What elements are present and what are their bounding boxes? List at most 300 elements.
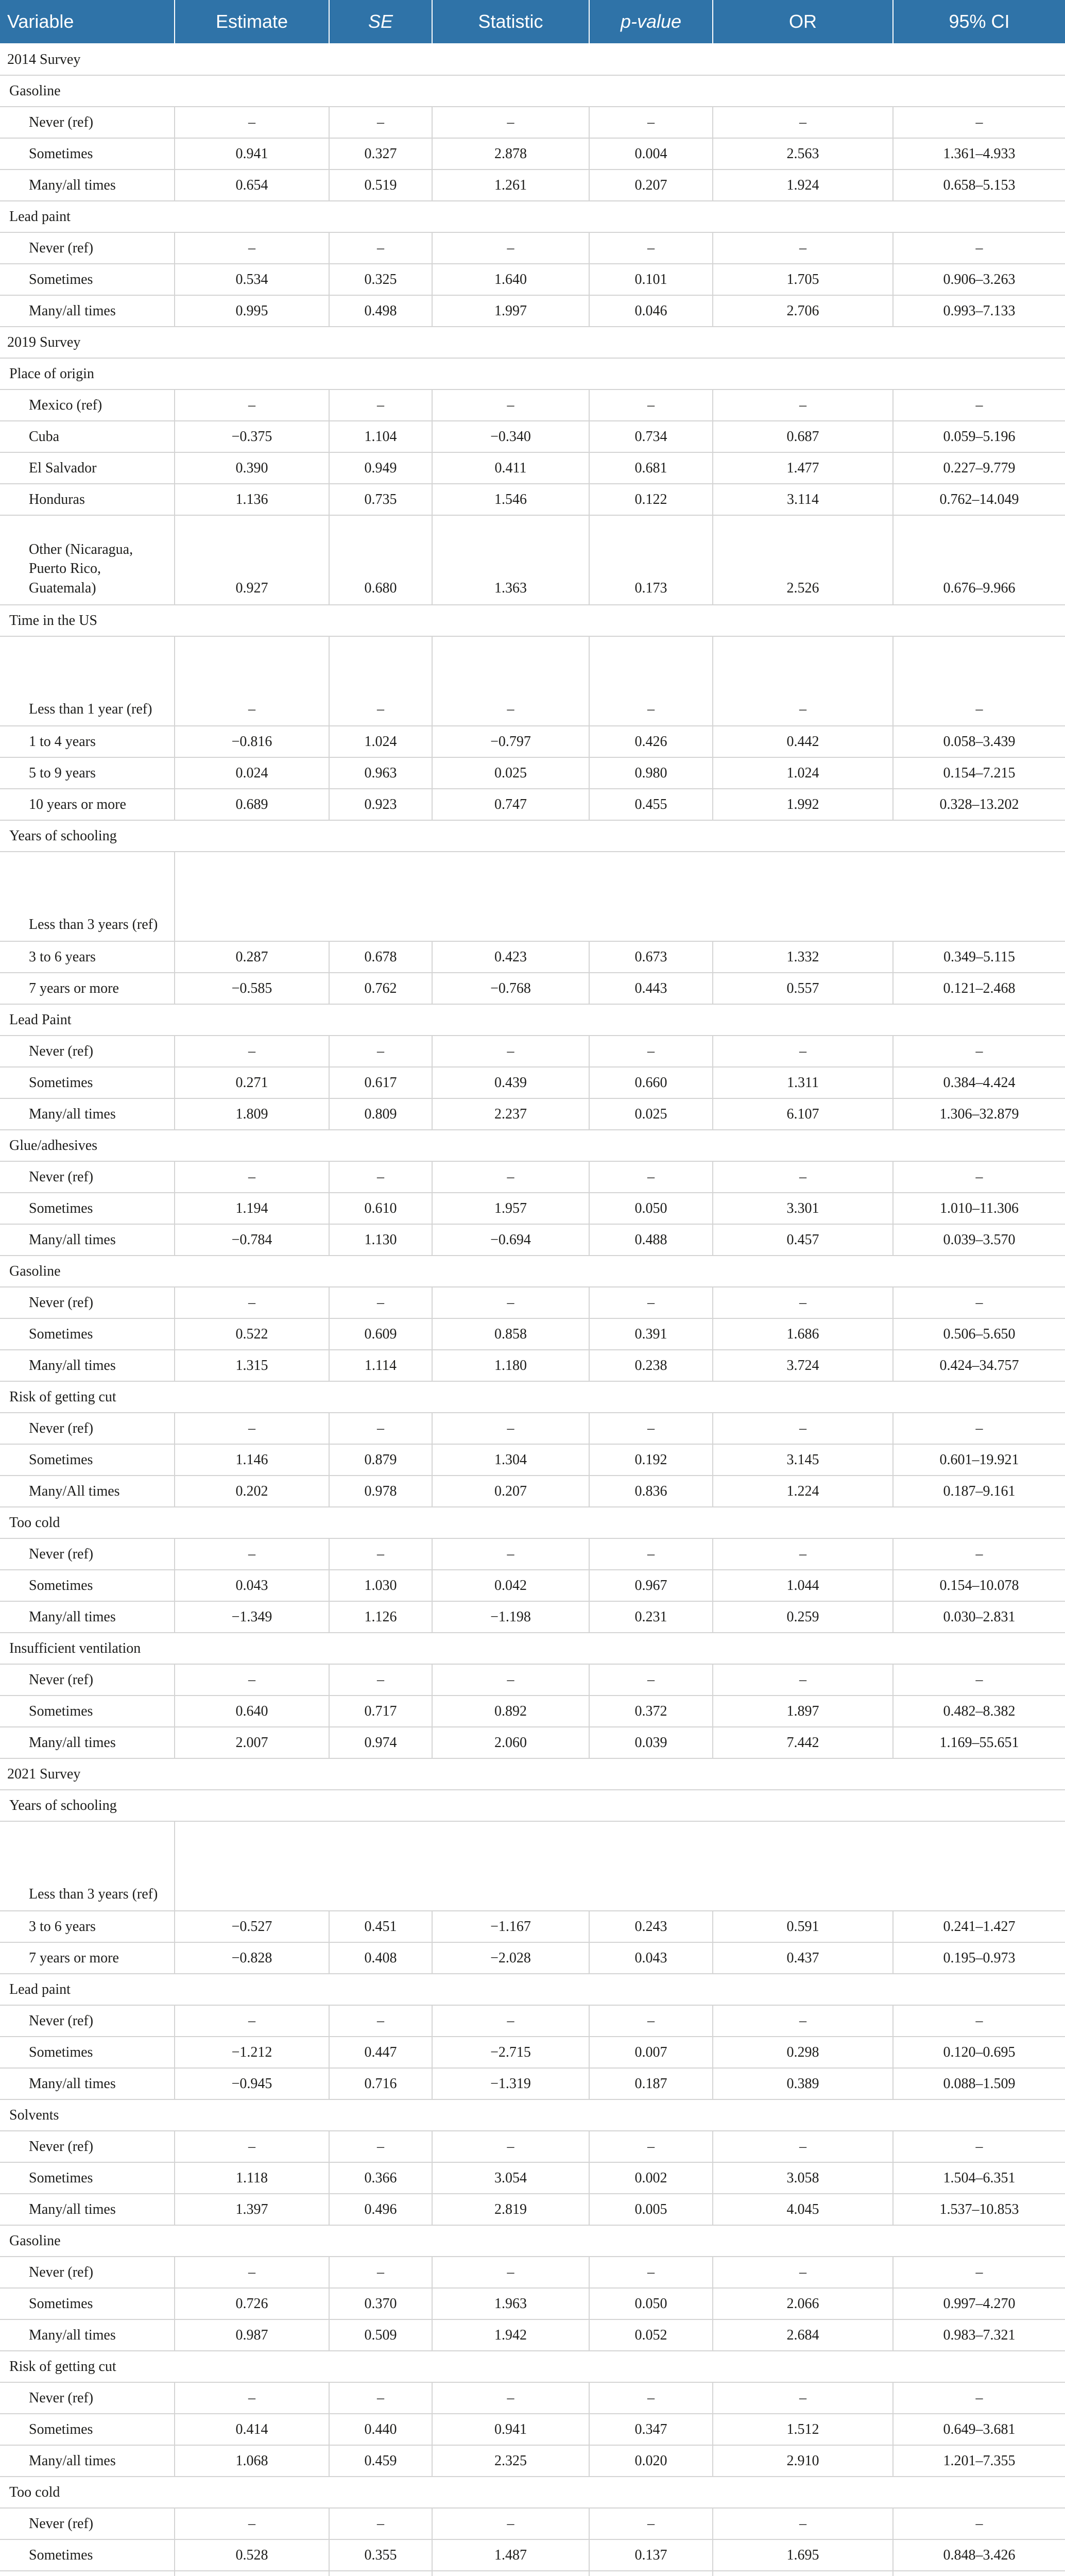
variable-cell: 5 to 9 years xyxy=(0,757,175,789)
variable-cell: Cuba xyxy=(0,421,175,452)
estimate-cell: −0.375 xyxy=(175,421,329,452)
or-cell: – xyxy=(713,2257,893,2288)
p-value-cell: 0.238 xyxy=(589,1350,713,1381)
variable-cell: Sometimes xyxy=(0,2414,175,2445)
statistic-cell: – xyxy=(432,1413,589,1444)
ci-cell xyxy=(893,2571,1065,2576)
or-cell: 1.924 xyxy=(713,170,893,201)
p-value-cell: 0.231 xyxy=(589,1601,713,1633)
variable-group-label: Risk of getting cut xyxy=(0,2351,1065,2382)
or-cell: – xyxy=(713,232,893,264)
p-value-cell: 0.046 xyxy=(589,295,713,327)
header-se: SE xyxy=(329,0,432,44)
se-cell: – xyxy=(329,2257,432,2288)
variable-cell: Sometimes xyxy=(0,2539,175,2571)
se-cell: 0.327 xyxy=(329,138,432,170)
ci-cell: – xyxy=(893,107,1065,138)
variable-cell: 3 to 6 years xyxy=(0,941,175,973)
variable-cell: Sometimes xyxy=(0,1696,175,1727)
estimate-cell: 1.068 xyxy=(175,2445,329,2477)
or-cell: 1.992 xyxy=(713,789,893,820)
variable-cell: Never (ref) xyxy=(0,1538,175,1570)
statistic-cell: – xyxy=(432,2257,589,2288)
p-value-cell: – xyxy=(589,107,713,138)
p-value-cell: 0.050 xyxy=(589,1193,713,1224)
se-cell: – xyxy=(329,2508,432,2539)
table-row xyxy=(0,636,1065,726)
se-cell: 0.717 xyxy=(329,1696,432,1727)
p-value-cell: 0.980 xyxy=(589,757,713,789)
or-cell: 3.058 xyxy=(713,2162,893,2194)
table-row xyxy=(0,421,1065,452)
estimate-cell: 0.941 xyxy=(175,138,329,170)
variable-group-row xyxy=(0,820,1065,852)
survey-section-label: 2019 Survey xyxy=(0,327,1065,358)
variable-group-label: Years of schooling xyxy=(0,1790,1065,1821)
se-cell: 1.030 xyxy=(329,1570,432,1601)
table-row xyxy=(0,1413,1065,1444)
estimate-cell: 1.315 xyxy=(175,1350,329,1381)
variable-cell: Sometimes xyxy=(0,1570,175,1601)
p-value-cell: 0.681 xyxy=(589,452,713,484)
p-value-cell: 0.673 xyxy=(589,941,713,973)
ci-cell: 0.658–5.153 xyxy=(893,170,1065,201)
or-cell: – xyxy=(713,389,893,421)
statistic-cell: 0.892 xyxy=(432,1696,589,1727)
estimate-cell: 0.271 xyxy=(175,1067,329,1098)
ci-cell: 0.384–4.424 xyxy=(893,1067,1065,1098)
variable-cell: Sometimes xyxy=(0,2288,175,2319)
variable-cell: Sometimes xyxy=(0,138,175,170)
variable-cell: Never (ref) xyxy=(0,2257,175,2288)
variable-group-label: Insufficient ventilation xyxy=(0,1633,1065,1664)
table-row xyxy=(0,1601,1065,1633)
variable-cell: Never (ref) xyxy=(0,1413,175,1444)
empty-cell xyxy=(175,852,1065,941)
p-value-cell: 0.173 xyxy=(589,515,713,605)
or-cell: 1.311 xyxy=(713,1067,893,1098)
statistic-cell: −0.340 xyxy=(432,421,589,452)
variable-cell: Never (ref) xyxy=(0,1287,175,1318)
estimate-cell: – xyxy=(175,2005,329,2037)
se-cell: 0.447 xyxy=(329,2037,432,2068)
statistic-cell: 0.025 xyxy=(432,757,589,789)
ci-cell: 0.848–3.426 xyxy=(893,2539,1065,2571)
estimate-cell: 0.024 xyxy=(175,757,329,789)
variable-cell: Many/all times xyxy=(0,1350,175,1381)
ci-cell: 1.504–6.351 xyxy=(893,2162,1065,2194)
se-cell: 0.366 xyxy=(329,2162,432,2194)
variable-cell: Never (ref) xyxy=(0,1664,175,1696)
statistic-cell: 0.423 xyxy=(432,941,589,973)
or-cell: – xyxy=(713,1287,893,1318)
se-cell: 0.762 xyxy=(329,973,432,1004)
estimate-cell: −0.828 xyxy=(175,1942,329,1974)
or-cell: 1.332 xyxy=(713,941,893,973)
statistic-cell: – xyxy=(432,2508,589,2539)
se-cell: – xyxy=(329,2005,432,2037)
variable-group-label: Time in the US xyxy=(0,605,1065,636)
variable-group-row xyxy=(0,2225,1065,2257)
p-value-cell: – xyxy=(589,389,713,421)
table-row xyxy=(0,1287,1065,1318)
or-cell: – xyxy=(713,1036,893,1067)
ci-cell: – xyxy=(893,2382,1065,2414)
estimate-cell: 0.927 xyxy=(175,515,329,605)
table-row xyxy=(0,1821,1065,1911)
variable-group-label: Place of origin xyxy=(0,358,1065,389)
table-row xyxy=(0,2288,1065,2319)
or-cell: 2.066 xyxy=(713,2288,893,2319)
se-cell: – xyxy=(329,1413,432,1444)
p-value-cell: 0.207 xyxy=(589,170,713,201)
ci-cell: 0.676–9.966 xyxy=(893,515,1065,605)
estimate-cell: – xyxy=(175,1036,329,1067)
ci-cell: 1.201–7.355 xyxy=(893,2445,1065,2477)
ci-cell: 0.506–5.650 xyxy=(893,1318,1065,1350)
se-cell: – xyxy=(329,1664,432,1696)
p-value-cell: 0.660 xyxy=(589,1067,713,1098)
table-row xyxy=(0,726,1065,757)
p-value-cell: – xyxy=(589,2005,713,2037)
or-cell xyxy=(713,2571,893,2576)
variable-group-label: Glue/adhesives xyxy=(0,1130,1065,1161)
or-cell: 1.695 xyxy=(713,2539,893,2571)
se-cell: 0.879 xyxy=(329,1444,432,1476)
ci-cell: – xyxy=(893,232,1065,264)
table-row xyxy=(0,1942,1065,1974)
p-value-cell: 0.187 xyxy=(589,2068,713,2099)
variable-cell: Never (ref) xyxy=(0,1036,175,1067)
table-row xyxy=(0,1161,1065,1193)
p-value-cell: 0.734 xyxy=(589,421,713,452)
variable-group-label: Years of schooling xyxy=(0,820,1065,852)
variable-cell: Other (Nicaragua, Puerto Rico, Guatemala) xyxy=(0,515,175,605)
variable-cell: Never (ref) xyxy=(0,107,175,138)
statistic-cell: 0.042 xyxy=(432,1570,589,1601)
variable-cell: Many/All times xyxy=(0,1476,175,1507)
statistic-cell: −1.319 xyxy=(432,2068,589,2099)
ci-cell: 1.306–32.879 xyxy=(893,1098,1065,1130)
estimate-cell: 2.007 xyxy=(175,1727,329,1758)
estimate-cell: 0.654 xyxy=(175,170,329,201)
statistic-cell: – xyxy=(432,389,589,421)
ci-cell: – xyxy=(893,2131,1065,2162)
estimate-cell: – xyxy=(175,2508,329,2539)
header-statistic: Statistic xyxy=(432,0,589,44)
variable-group-label: Too cold xyxy=(0,1507,1065,1538)
estimate-cell: – xyxy=(175,2131,329,2162)
p-value-cell: 0.488 xyxy=(589,1224,713,1256)
variable-cell: Never (ref) xyxy=(0,2005,175,2037)
variable-cell: 7 years or more xyxy=(0,1942,175,1974)
variable-group-label: Gasoline xyxy=(0,75,1065,107)
table-body xyxy=(0,44,1065,2576)
p-value-cell: 0.050 xyxy=(589,2288,713,2319)
or-cell: 4.045 xyxy=(713,2194,893,2225)
ci-cell: 1.010–11.306 xyxy=(893,1193,1065,1224)
table-row xyxy=(0,389,1065,421)
ci-cell: 0.482–8.382 xyxy=(893,1696,1065,1727)
or-cell: 0.259 xyxy=(713,1601,893,1633)
or-cell: 1.044 xyxy=(713,1570,893,1601)
statistic-cell: 1.180 xyxy=(432,1350,589,1381)
statistic-cell: 0.858 xyxy=(432,1318,589,1350)
table-row xyxy=(0,941,1065,973)
table-row xyxy=(0,170,1065,201)
ci-cell: 0.762–14.049 xyxy=(893,484,1065,515)
estimate-cell: – xyxy=(175,389,329,421)
estimate-cell: – xyxy=(175,2382,329,2414)
statistic-cell: – xyxy=(432,1287,589,1318)
ci-cell: – xyxy=(893,389,1065,421)
se-cell: – xyxy=(329,1538,432,1570)
variable-cell: Never (ref) xyxy=(0,2382,175,2414)
table-row xyxy=(0,973,1065,1004)
table-row xyxy=(0,2194,1065,2225)
ci-cell: – xyxy=(893,1161,1065,1193)
table-row xyxy=(0,295,1065,327)
table-row xyxy=(0,107,1065,138)
p-value-cell: 0.101 xyxy=(589,264,713,295)
variable-group-row xyxy=(0,201,1065,232)
variable-cell: Many/all times xyxy=(0,1098,175,1130)
se-cell: 0.609 xyxy=(329,1318,432,1350)
or-cell: 3.301 xyxy=(713,1193,893,1224)
statistic-cell: – xyxy=(432,1664,589,1696)
p-value-cell: – xyxy=(589,232,713,264)
table-row xyxy=(0,1224,1065,1256)
se-cell: 0.716 xyxy=(329,2068,432,2099)
variable-group-row xyxy=(0,1974,1065,2005)
p-value-cell: 0.025 xyxy=(589,1098,713,1130)
ci-cell: 0.121–2.468 xyxy=(893,973,1065,1004)
estimate-cell: 0.987 xyxy=(175,2319,329,2351)
or-cell: – xyxy=(713,107,893,138)
se-cell: – xyxy=(329,1161,432,1193)
statistic-cell: 1.997 xyxy=(432,295,589,327)
variable-cell: Never (ref) xyxy=(0,2131,175,2162)
survey-section-row xyxy=(0,327,1065,358)
variable-group-label: Lead Paint xyxy=(0,1004,1065,1036)
or-cell: 2.563 xyxy=(713,138,893,170)
statistic-cell: 3.054 xyxy=(432,2162,589,2194)
ci-cell: 0.120–0.695 xyxy=(893,2037,1065,2068)
table-row xyxy=(0,2037,1065,2068)
statistic-cell: – xyxy=(432,107,589,138)
variable-cell: Many/all times xyxy=(0,2068,175,2099)
variable-group-label: Lead paint xyxy=(0,201,1065,232)
p-value-cell: 0.137 xyxy=(589,2539,713,2571)
or-cell: 0.442 xyxy=(713,726,893,757)
ci-cell: 0.349–5.115 xyxy=(893,941,1065,973)
estimate-cell: 1.146 xyxy=(175,1444,329,1476)
or-cell: – xyxy=(713,1538,893,1570)
or-cell: – xyxy=(713,1161,893,1193)
header-ci: 95% CI xyxy=(893,0,1065,44)
statistic-cell: 1.261 xyxy=(432,170,589,201)
ci-cell: 0.906–3.263 xyxy=(893,264,1065,295)
table-row xyxy=(0,2414,1065,2445)
estimate-cell: 0.995 xyxy=(175,295,329,327)
variable-cell xyxy=(0,2571,175,2576)
statistic-cell: – xyxy=(432,2005,589,2037)
estimate-cell: 0.043 xyxy=(175,1570,329,1601)
statistic-cell: 0.941 xyxy=(432,2414,589,2445)
ci-cell: 0.088–1.509 xyxy=(893,2068,1065,2099)
table-row xyxy=(0,2382,1065,2414)
table-row xyxy=(0,1350,1065,1381)
table-row xyxy=(0,2445,1065,2477)
statistic-cell: 2.819 xyxy=(432,2194,589,2225)
ci-cell: 0.059–5.196 xyxy=(893,421,1065,452)
se-cell: 1.130 xyxy=(329,1224,432,1256)
statistic-cell: 1.487 xyxy=(432,2539,589,2571)
se-cell: 0.440 xyxy=(329,2414,432,2445)
se-cell: 0.408 xyxy=(329,1942,432,1974)
se-cell: 0.923 xyxy=(329,789,432,820)
estimate-cell: – xyxy=(175,107,329,138)
table-row xyxy=(0,789,1065,820)
ci-cell: 1.169–55.651 xyxy=(893,1727,1065,1758)
ci-cell: – xyxy=(893,1664,1065,1696)
p-value-cell: – xyxy=(589,1664,713,1696)
statistic-cell: 1.942 xyxy=(432,2319,589,2351)
table-row xyxy=(0,264,1065,295)
variable-group-row xyxy=(0,605,1065,636)
table-row xyxy=(0,452,1065,484)
variable-group-row xyxy=(0,1256,1065,1287)
statistic-cell: – xyxy=(432,232,589,264)
survey-section-row xyxy=(0,1758,1065,1790)
variable-group-row xyxy=(0,2351,1065,2382)
table-row xyxy=(0,1538,1065,1570)
statistic-cell: 0.747 xyxy=(432,789,589,820)
statistic-cell: – xyxy=(432,1538,589,1570)
table-row xyxy=(0,1067,1065,1098)
or-cell: 0.389 xyxy=(713,2068,893,2099)
statistic-cell: −2.715 xyxy=(432,2037,589,2068)
statistic-cell: 1.546 xyxy=(432,484,589,515)
se-cell: – xyxy=(329,232,432,264)
or-cell: – xyxy=(713,2508,893,2539)
se-cell: 0.963 xyxy=(329,757,432,789)
se-cell: 1.104 xyxy=(329,421,432,452)
variable-cell: 7 years or more xyxy=(0,973,175,1004)
table-row xyxy=(0,138,1065,170)
statistic-cell: −2.028 xyxy=(432,1942,589,1974)
statistic-cell: – xyxy=(432,2131,589,2162)
variable-cell: Many/all times xyxy=(0,2445,175,2477)
or-cell: 3.145 xyxy=(713,1444,893,1476)
variable-cell: Many/all times xyxy=(0,295,175,327)
variable-cell: Never (ref) xyxy=(0,1161,175,1193)
variable-cell: Sometimes xyxy=(0,1193,175,1224)
survey-section-row xyxy=(0,44,1065,75)
header-estimate: Estimate xyxy=(175,0,329,44)
statistic-cell: −1.198 xyxy=(432,1601,589,1633)
p-value-cell: – xyxy=(589,1036,713,1067)
or-cell: 7.442 xyxy=(713,1727,893,1758)
se-cell xyxy=(329,2571,432,2576)
statistic-cell: 1.304 xyxy=(432,1444,589,1476)
or-cell: – xyxy=(713,1413,893,1444)
variable-group-row xyxy=(0,1130,1065,1161)
table-row xyxy=(0,2068,1065,2099)
table-row xyxy=(0,1444,1065,1476)
variable-group-row xyxy=(0,1381,1065,1413)
estimate-cell: −0.816 xyxy=(175,726,329,757)
variable-group-row xyxy=(0,358,1065,389)
p-value-cell: – xyxy=(589,636,713,726)
p-value-cell: – xyxy=(589,1538,713,1570)
variable-cell: 1 to 4 years xyxy=(0,726,175,757)
ci-cell: 0.039–3.570 xyxy=(893,1224,1065,1256)
or-cell: 3.724 xyxy=(713,1350,893,1381)
ci-cell: – xyxy=(893,1036,1065,1067)
variable-cell: Sometimes xyxy=(0,1067,175,1098)
statistic-cell: – xyxy=(432,2382,589,2414)
p-value-cell: – xyxy=(589,1413,713,1444)
se-cell: – xyxy=(329,2382,432,2414)
estimate-cell: 0.689 xyxy=(175,789,329,820)
se-cell: – xyxy=(329,1036,432,1067)
statistic-cell: −0.797 xyxy=(432,726,589,757)
se-cell: 0.370 xyxy=(329,2288,432,2319)
ci-cell: 0.241–1.427 xyxy=(893,1911,1065,1942)
se-cell: 1.024 xyxy=(329,726,432,757)
se-cell: 0.610 xyxy=(329,1193,432,1224)
table-row xyxy=(0,1696,1065,1727)
variable-group-row xyxy=(0,2099,1065,2131)
se-cell: – xyxy=(329,636,432,726)
estimate-cell: −1.212 xyxy=(175,2037,329,2068)
empty-cell xyxy=(175,1821,1065,1911)
p-value-cell xyxy=(589,2571,713,2576)
estimate-cell: – xyxy=(175,1413,329,1444)
estimate-cell: 1.118 xyxy=(175,2162,329,2194)
variable-cell: Many/all times xyxy=(0,1224,175,1256)
variable-cell: Sometimes xyxy=(0,2037,175,2068)
or-cell: 3.114 xyxy=(713,484,893,515)
table-row xyxy=(0,852,1065,941)
ci-cell: – xyxy=(893,1413,1065,1444)
variable-group-row xyxy=(0,1633,1065,1664)
statistic-cell: 1.963 xyxy=(432,2288,589,2319)
se-cell: 0.949 xyxy=(329,452,432,484)
statistic-cell: 2.878 xyxy=(432,138,589,170)
table-row xyxy=(0,232,1065,264)
ci-cell: – xyxy=(893,2257,1065,2288)
se-cell: 0.735 xyxy=(329,484,432,515)
variable-group-row xyxy=(0,1790,1065,1821)
ci-cell: 0.058–3.439 xyxy=(893,726,1065,757)
statistic-cell xyxy=(432,2571,589,2576)
p-value-cell: 0.372 xyxy=(589,1696,713,1727)
se-cell: – xyxy=(329,107,432,138)
statistic-cell: 0.411 xyxy=(432,452,589,484)
estimate-cell: 1.397 xyxy=(175,2194,329,2225)
statistic-cell: 1.957 xyxy=(432,1193,589,1224)
estimate-cell: 0.390 xyxy=(175,452,329,484)
p-value-cell: – xyxy=(589,2382,713,2414)
table-row xyxy=(0,515,1065,605)
header-or: OR xyxy=(713,0,893,44)
or-cell: 1.897 xyxy=(713,1696,893,1727)
se-cell: – xyxy=(329,389,432,421)
se-cell: 0.617 xyxy=(329,1067,432,1098)
ci-cell: 0.195–0.973 xyxy=(893,1942,1065,1974)
